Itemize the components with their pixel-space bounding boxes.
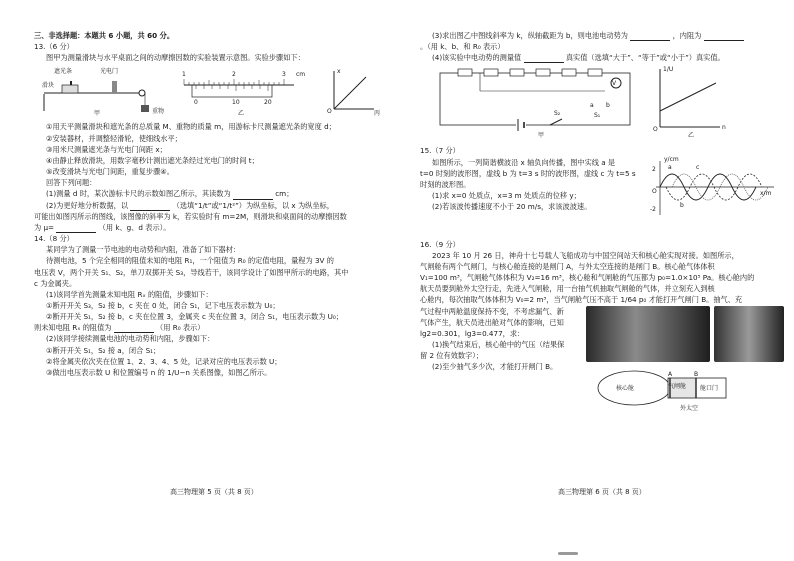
q14-intro: 某同学为了测量一节电池的电动势和内阻，准备了如下器材： xyxy=(46,245,241,255)
q14-compare-blank[interactable] xyxy=(524,55,564,63)
q16-text-column xyxy=(420,306,580,373)
q16-rest-1: 气过程中两舱温度保持不变，不考虑漏气、新 xyxy=(420,306,564,316)
q13-q2-blank[interactable] xyxy=(130,203,170,211)
label-terminal-a: a xyxy=(590,102,594,110)
label-gate-a: A xyxy=(668,370,673,378)
q14-step-1: ①断开开关 S₃，S₂ 接 b，c 夹在 0 处，闭合 S₁，记下电压表示数为 U₀； xyxy=(46,300,280,310)
q16-question-1-cont: 留 2 位有效数字）； xyxy=(420,351,484,361)
q14-part-3-cont: 。（用 k、b、和 R₀ 表示） xyxy=(420,42,505,52)
q14-r2b-text: 真实值（选填“大于”、“等于”或“小于”）真实值。 xyxy=(565,53,725,63)
label-inverse-u: 1/U xyxy=(663,66,674,74)
q14-circuit-drawing xyxy=(420,65,790,143)
q13-answer-heading: 回答下列问题： xyxy=(46,178,97,188)
label-ruler-1: 1 xyxy=(182,71,186,79)
q14-resistance-blank[interactable] xyxy=(704,33,744,41)
q14-line-3: c 为金属夹。 xyxy=(34,278,77,288)
label-gate-b: B xyxy=(694,370,699,378)
label-ruler-cm: cm xyxy=(296,71,306,79)
label-fig-bing: 丙 xyxy=(374,110,381,118)
q13-question-2-cont: 可能出如图丙所示的图线，该图像的斜率为 k，若实验时有 m=2M，则滑块和桌面间的动摩擦因数 xyxy=(34,211,347,221)
q16-heading: 16.（9 分） xyxy=(420,239,460,249)
q14-line-2: 电压表 V，两个开关 S₁、S₂，单刀双掷开关 S₃，导线若干，该同学设计了如图甲所示的电路，其中 xyxy=(34,267,349,277)
section-heading: 三、非选择题：本题共 6 小题，共 60 分。 xyxy=(34,31,175,40)
q16-rest-3: lg2=0.301，lg3=0.477，求： xyxy=(420,328,525,338)
q13-heading: 13.（6 分） xyxy=(34,42,74,52)
label-graph-origin: O xyxy=(653,126,658,134)
right-page-footer: 高三物理第 6 页（共 8 页） xyxy=(558,488,646,496)
label-vernier-0: 0 xyxy=(194,99,198,107)
label-slider: 滑块 xyxy=(42,82,55,90)
q13-q2-text: (2)为更好地分析数据，以 xyxy=(46,200,129,210)
q13-intro: 图甲为测量滑块与水平桌面之间的动摩擦因数的实验装置示意图。实验步骤如下： xyxy=(46,53,305,63)
q13-q1-text: (1)测量 d 时，某次游标卡尺的示数如图乙所示，其读数为 xyxy=(46,189,231,199)
q14-substep-1: ①断开开关 S₁，S₂ 接 a，闭合 S₁； xyxy=(46,345,161,355)
q14-part-4 xyxy=(420,52,790,63)
label-wave-b: b xyxy=(680,201,684,209)
label-photogate: 光电门 xyxy=(100,68,119,76)
q13-q1-unit: cm； xyxy=(275,189,294,199)
label-wave-plus2: 2 xyxy=(652,165,656,173)
q13-q2-end-text: 为 μ= xyxy=(34,222,55,232)
q15-line-1: 如图所示，一列简谐横波沿 x 轴负向传播，图中实线 a 是 xyxy=(432,157,616,167)
q15-line-3: 时刻的波形图。 xyxy=(420,179,471,189)
q16-block xyxy=(420,306,790,416)
q13-step-5: ⑤改变滑块与光电门间距，重复步骤④。 xyxy=(46,167,174,177)
q14-substep-3: ③做出电压表示数 U 和位置编号 n 的 1/U−n 关系图像，如图乙所示。 xyxy=(46,367,272,377)
label-vernier-10: 10 xyxy=(232,99,240,107)
q14-part-2: (2)该同学接续测量电池的电动势和内阻，步骤如下： xyxy=(46,334,215,344)
label-ruler-3: 3 xyxy=(282,71,286,79)
label-weight: 重物 xyxy=(152,108,165,116)
q16-line-3: V₁=100 m³，气闸舱气体体积为 V₂=16 m³，核心舱和气闸舱的气压都为 p₀=1.0×10⁵ Pa。核心舱内的 xyxy=(420,273,755,283)
q14-r1-text: (3)求出图乙中图线斜率为 k，纵轴截距为 b，则电池电动势为 xyxy=(432,31,628,40)
left-page-footer: 高三物理第 5 页（共 8 页） xyxy=(170,488,258,496)
label-switch-s2: S₂ xyxy=(554,110,561,118)
q14-line-1: 待测电池，5 个完全相同的阻值未知的电阻 R₁，一个阻值为 R₀ 的定值电阻，量程为 3V 的 xyxy=(46,256,334,266)
q13-question-2-end xyxy=(34,222,404,233)
label-shading-strip: 遮光条 xyxy=(54,68,73,76)
label-outer-space: 外太空 xyxy=(680,404,699,412)
label-core-module: 核心舱 xyxy=(616,384,635,392)
q16-rest-2: 气体产生，航天员进出舱对气体的影响，已知 xyxy=(420,317,564,327)
label-vernier-20: 20 xyxy=(264,99,272,107)
label-voltmeter: V xyxy=(612,80,617,88)
q15-line-2: t=0 时刻的波形图，虚线 b 为 t=3 s 时的波形图，虚线 c 为 t=5 s xyxy=(420,168,636,178)
label-fig-yi: 乙 xyxy=(238,110,245,118)
q13-figure-drawing xyxy=(34,65,404,119)
label-circuit-jia: 甲 xyxy=(538,132,545,140)
right-page xyxy=(420,30,790,510)
label-terminal-b: b xyxy=(606,102,610,110)
left-page xyxy=(34,30,404,510)
q15-question-2: (2)若该波传播速度不小于 20 m/s，求该波波速。 xyxy=(432,202,592,212)
q14-step-2-answer xyxy=(34,322,404,333)
label-hatch: 舱口门 xyxy=(700,384,719,392)
q13-q2-tail: （用 k、g、d 表示）。 xyxy=(98,222,171,232)
label-graph-yi: 乙 xyxy=(688,132,695,140)
q13-question-1 xyxy=(34,188,404,199)
q14-rx-blank[interactable] xyxy=(114,325,154,333)
space-station-photo-1 xyxy=(586,306,710,362)
q16-question-1: (1)换气结束后，核心舱中的气压（结果保 xyxy=(432,340,565,350)
q14-substep-2: ②将金属夹依次夹在位置 1、2、3、4、5 处，记录对应的电压表示数 U； xyxy=(46,356,282,366)
q14-emf-blank[interactable] xyxy=(630,33,670,41)
q14-heading: 14.（8 分） xyxy=(34,234,74,244)
label-wave-c: c xyxy=(696,163,700,171)
label-wave-x: x/m xyxy=(760,189,772,197)
q14-step-2: ②断开开关 S₁，S₂ 接 b，c 夹在位置 3，金属夹 c 夹在位置 3，闭合 S₁，电压表示数为 U₀； xyxy=(46,312,344,322)
label-ruler-2: 2 xyxy=(232,71,236,79)
label-graph-n: n xyxy=(722,124,726,132)
q13-q1-blank[interactable] xyxy=(233,192,273,200)
q15-question-1: (1)求 x=0 处质点，x=3 m 处质点的位移 y； xyxy=(432,191,581,201)
q14-r1b-text: ，内阻为 xyxy=(672,31,702,40)
q16-question-2: (2)至少抽气多少次，才能打开闸门 B。 xyxy=(432,362,558,372)
q14-circuit-figure xyxy=(420,65,790,143)
label-wave-a: a xyxy=(668,163,672,171)
q13-q2-option: （选填“1/t”或“1/t²”）为纵坐标，以 x 为纵坐标， xyxy=(172,200,334,210)
label-switch-s1: S₁ xyxy=(594,112,601,120)
q16-line-1: 2023 年 10 月 26 日，神舟十七号载人飞船成功与中国空间站天和核心舱实现对接。如图所示， xyxy=(432,250,739,260)
q14-s2c-text: （用 R₀ 表示） xyxy=(156,323,205,333)
q14-r2-text: (4)该实验中电动势的测量值 xyxy=(432,53,522,63)
label-fig-jia: 甲 xyxy=(94,110,101,118)
q14-part-3 xyxy=(420,30,790,41)
q13-step-4: ④由静止释放滑块，用数字毫秒计测出遮光条经过光电门的时间 t； xyxy=(46,155,259,165)
label-axis-x: x xyxy=(337,68,341,76)
q16-line-2: 气闸舱有两个气闸门，与核心舱连接的是闸门 A，与外太空连接的是闸门 B。核心舱气体体积 xyxy=(420,261,715,271)
label-wave-minus2: -2 xyxy=(650,205,656,213)
q14-s2b-text: 则未知电阻 Rₓ 的阻值为 xyxy=(34,323,112,333)
q13-step-2: ②安装器材，并调整轻滑轮，使细线水平； xyxy=(46,133,182,143)
q14-part-1: (1)该同学首先测量未知电阻 Rₓ 的阻值，步骤如下： xyxy=(46,289,213,299)
label-axis-origin: O xyxy=(327,108,332,116)
label-wave-y: y/cm xyxy=(664,155,679,163)
q16-line-5: 心舱内，每次抽取气体体积为 V₀=2 m³，当气闸舱气压不高于 1/64 p₀ 才能打开气闸门 B。抽气、充 xyxy=(420,295,743,305)
q13-question-2 xyxy=(34,200,404,211)
label-wave-origin: O xyxy=(652,187,657,195)
q15-block xyxy=(420,157,790,239)
q15-heading: 15.（7 分） xyxy=(420,146,460,156)
scan-mark xyxy=(558,552,578,555)
label-airlock: 气闸舱 xyxy=(668,382,687,390)
q13-step-3: ③用米尺测量遮光条与光电门间距 x； xyxy=(46,144,167,154)
q13-figure xyxy=(34,65,404,119)
q13-step-1: ①用天平测量滑块和遮光条的总质量 M、重物的质量 m，用游标卡尺测量遮光条的宽度 d； xyxy=(46,122,336,132)
q13-q2-mu-blank[interactable] xyxy=(56,225,96,233)
q16-line-4: 航天员要到舱外太空行走，先进入气闸舱，用一台抽气机抽取气闸舱的气体，并立刻充入到核 xyxy=(420,284,715,294)
space-station-photo-2 xyxy=(714,306,784,362)
